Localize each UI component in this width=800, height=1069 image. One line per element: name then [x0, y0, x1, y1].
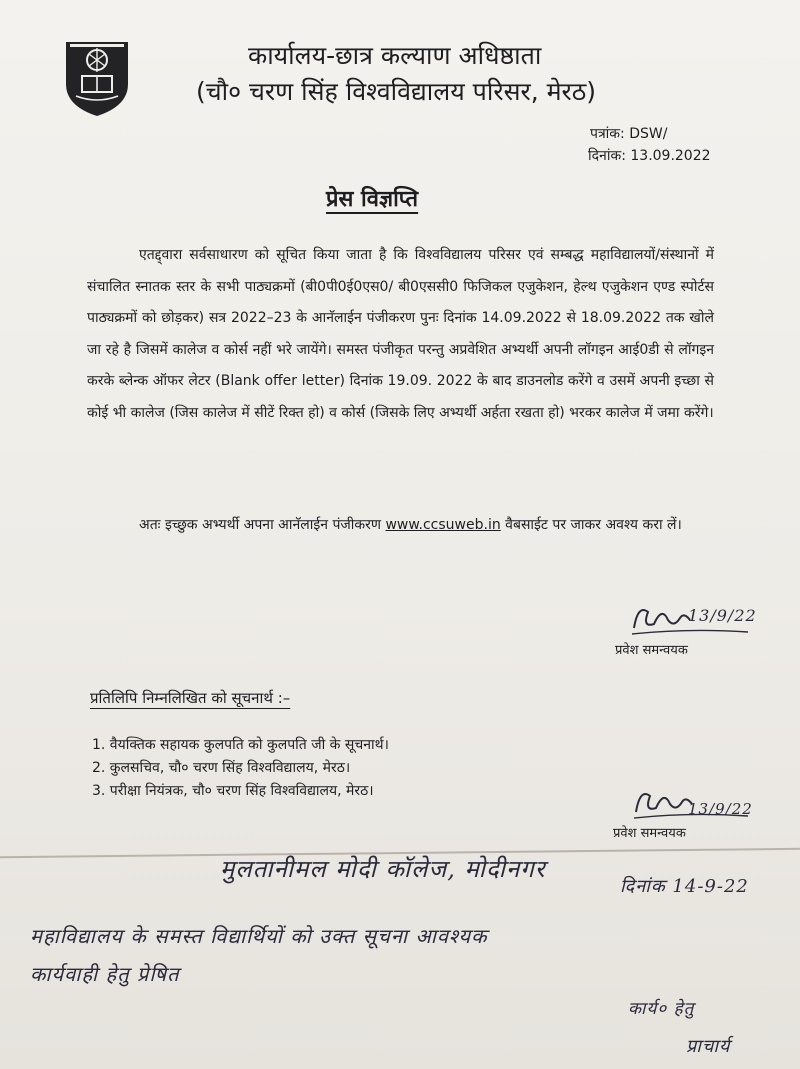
letter-number: पत्रांक: DSW/ — [590, 126, 668, 142]
handwritten-date: दिनांक 14-9-22 — [620, 876, 749, 897]
handwritten-college-name: मुलतानीमल मोदी कॉलेज, मोदीनगर — [220, 855, 546, 883]
university-emblem-icon — [62, 38, 132, 118]
registration-text-before: अतः इच्छुक अभ्यर्थी अपना आनॅलाईन पंजीकरण — [139, 517, 386, 533]
signature-2-date: 13/9/22 — [688, 800, 753, 818]
handwritten-principal: प्राचार्य — [686, 1036, 731, 1057]
registration-text-after: वैबसाईट पर जाकर अवश्य करा लें। — [500, 517, 682, 533]
signature-2-designation: प्रवेश समन्वयक — [613, 826, 686, 841]
copy-to-list — [92, 734, 389, 803]
signature-1-date: 13/9/22 — [688, 606, 757, 625]
handwritten-note-line-1: महाविद्यालय के समस्त विद्यार्थियों को उक्त सूचना आवश्यक — [30, 924, 488, 948]
announcement-paragraph: एतद्द्वारा सर्वसाधारण को सूचित किया जाता है कि विश्वविद्यालय परिसर एवं सम्बद्ध महाविद्यालयों/संस्थानों में संचालित स्नातक स्तर के सभी पाठ्यक्रमों (बी0पी0ई0एस0/ बी0एससी0 फिजिकल एजुकेशन, हेल्थ एजुकेशन एण्ड स्पोर्टस पाठ्यक्रमों को छोड़कर) सत्र 2022–23 के आनॅलाईन पंजीकरण पुनः दिनांक 14.09.2022 से 18.09.2022 तक खोले जा रहे है जिसमें कालेज व कोर्स नहीं भरे जायेंगे। समस्त पंजीकृत परन्तु अप्रवेशित अभ्यर्थी अपनी लॉगइन आई0डी से लॉगइन करके ब्लेन्क ऑफर लेटर (Blank offer letter) दिनांक 19.09. 2022 के बाद डाउनलोड करेंगे व उसमें अपनी इच्छा से कोई भी कालेज (जिस कालेज में सीटें रिक्त हो) व कोर्स (जिसके लिए अभ्यर्थी अर्हता रखता हो) भरकर कालेज में जमा करेंगे। — [87, 247, 714, 421]
press-release-title: प्रेस विज्ञप्ति — [326, 187, 419, 212]
copy-to-item: 1. वैयक्तिक सहायक कुलपति को कुलपति जी के सूचनार्थ। — [92, 737, 389, 753]
office-heading: कार्यालय-छात्र कल्याण अधिष्ठाता — [248, 41, 542, 70]
handwritten-signature: कार्य० हेतु — [628, 999, 695, 1019]
university-heading: (चौ० चरण सिंह विश्वविद्यालय परिसर, मेरठ) — [196, 77, 597, 106]
letter-date: दिनांक: 13.09.2022 — [588, 148, 711, 164]
handwritten-note-line-2: कार्यवाही हेतु प्रेषित — [30, 962, 180, 986]
signature-1-designation: प्रवेश समन्वयक — [615, 643, 688, 658]
copy-to-heading: प्रतिलिपि निम्नलिखित को सूचनार्थ :– — [90, 689, 291, 707]
copy-to-item: 2. कुलसचिव, चौ० चरण सिंह विश्वविद्यालय, मेरठ। — [92, 760, 351, 776]
copy-to-item: 3. परीक्षा नियंत्रक, चौ० चरण सिंह विश्वविद्यालय, मेरठ। — [92, 783, 374, 799]
registration-paragraph — [87, 510, 714, 542]
website-link[interactable]: www.ccsuweb.in — [385, 517, 501, 533]
